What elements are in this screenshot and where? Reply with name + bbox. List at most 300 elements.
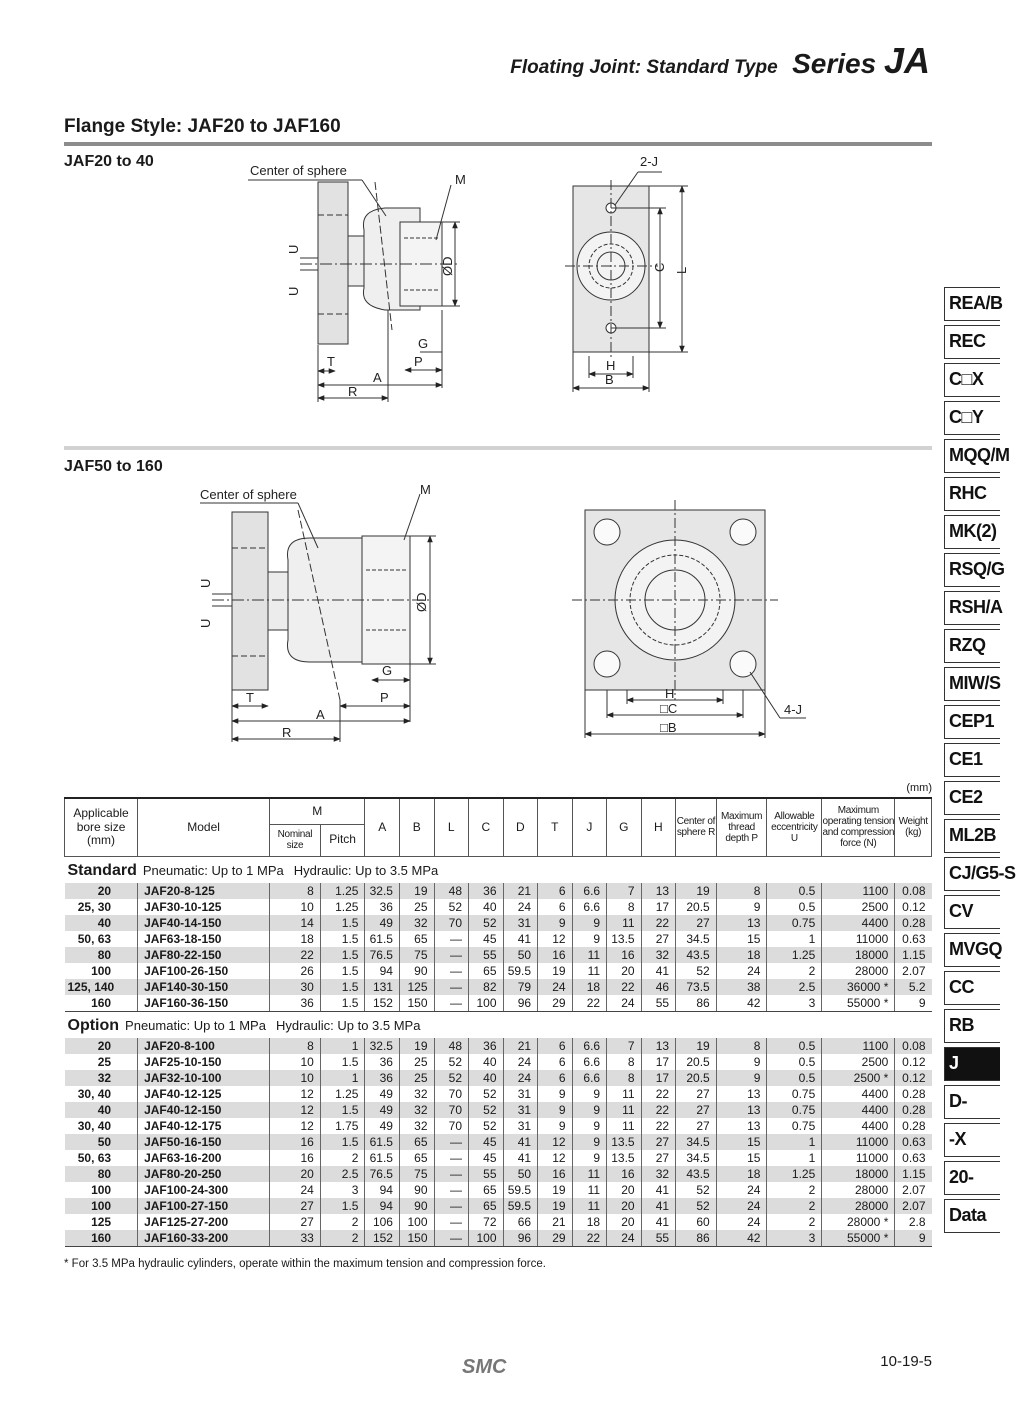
table-row [65,931,932,947]
table-cell: 27 [641,931,676,947]
table-cell: 31 [503,915,538,931]
drawing1-j-label: 2-J [640,154,659,169]
table-row [65,995,932,1012]
drawing2-front-view [572,500,806,738]
table-cell: — [434,1182,469,1198]
table-row [65,1118,932,1134]
table-cell: 11 [572,947,607,963]
table-cell: 40 [65,915,138,931]
side-tab[interactable]: ML2B [944,819,1000,853]
col-u: Allowable eccentricity U [767,798,822,856]
side-tab[interactable]: RB [944,1009,1000,1043]
spec-table-body [65,856,932,1246]
table-cell: 1 [767,1134,822,1150]
table-cell: 17 [641,899,676,915]
table-cell: 1 [320,1070,365,1086]
table-cell: 0.28 [895,1118,932,1134]
table-cell: 61.5 [365,1150,400,1166]
table-cell: 42 [716,1230,767,1247]
table-cell: 2.07 [895,1198,932,1214]
table-cell: 24 [270,1182,321,1198]
drawing2-u2-label: U [198,618,213,628]
table-cell: 9 [572,1086,607,1102]
table-cell: — [434,1150,469,1166]
table-cell: 43.5 [676,1166,717,1182]
table-cell: 18 [716,947,767,963]
table-cell: 28000 * [822,1214,895,1230]
table-cell: 42 [716,995,767,1012]
table-cell: 86 [676,1230,717,1247]
side-tab[interactable]: 20- [944,1161,1000,1195]
table-cell: 22 [270,947,321,963]
table-cell: 1.5 [320,931,365,947]
drawing1-front-view [565,172,688,392]
table-cell: 0.28 [895,915,932,931]
table-cell: 13 [716,1086,767,1102]
col-bore: Applicable bore size (mm) [65,798,138,856]
group-hydraulic: Hydraulic: Up to 3.5 MPa [275,1017,421,1033]
table-cell: 6.6 [572,1054,607,1070]
drawing1-h-label: H [606,358,616,373]
table-cell: 29 [538,995,573,1012]
table-cell: 131 [365,979,400,995]
table-cell: 20.5 [676,1054,717,1070]
drawing1-m-label: M [455,172,466,187]
table-cell: 18000 [822,1166,895,1182]
table-cell: 59.5 [503,1182,538,1198]
table-cell: — [434,1214,469,1230]
group-header [65,856,932,883]
table-cell: 27 [676,1086,717,1102]
table-cell: 28000 [822,963,895,979]
table-cell: 4400 [822,915,895,931]
table-cell: 22 [607,979,642,995]
table-cell: JAF40-12-150 [138,1102,270,1118]
table-cell: 8 [716,1038,767,1054]
table-cell: 43.5 [676,947,717,963]
table-cell: 1 [767,1150,822,1166]
table-cell: 22 [641,1086,676,1102]
table-cell: 2.5 [767,979,822,995]
table-cell: 20 [607,1182,642,1198]
table-cell: 0.75 [767,915,822,931]
table-cell: 22 [641,1118,676,1134]
table-cell: 15 [716,1150,767,1166]
table-cell: 1 [767,931,822,947]
table-cell: 1.5 [320,979,365,995]
table-cell: 0.12 [895,1054,932,1070]
side-tab[interactable]: RHC [944,477,1000,511]
table-cell: 70 [434,915,469,931]
table-cell: 1.5 [320,915,365,931]
table-row [65,1102,932,1118]
table-cell: 14 [270,915,321,931]
table-cell: 61.5 [365,931,400,947]
side-tab[interactable]: CEP1 [944,705,1000,739]
drawing2-r-label: R [282,725,292,740]
table-cell: 41 [503,1150,538,1166]
table-cell: 28000 [822,1198,895,1214]
table-cell: 100 [91,963,112,978]
unit-label: (mm) [906,782,932,794]
table-cell: 52 [676,963,717,979]
table-cell: 8 [716,883,767,899]
table-cell: JAF160-33-200 [138,1230,270,1247]
table-cell: 50, 63 [77,931,112,946]
table-cell: 38 [716,979,767,995]
table-cell: 125 [399,979,434,995]
table-cell: 32 [399,1086,434,1102]
group-header [65,1011,932,1038]
table-cell: 100 [399,1214,434,1230]
table-cell: 0.5 [767,1054,822,1070]
table-cell: 125 [91,1214,112,1229]
table-cell: JAF63-16-200 [138,1150,270,1166]
table-cell: 0.63 [895,931,932,947]
side-tab[interactable]: C□X [944,363,1000,397]
table-cell: 13.5 [607,1134,642,1150]
side-tab[interactable]: Data [944,1199,1000,1233]
table-cell: 13.5 [607,1150,642,1166]
drawing2-p-label: P [380,690,389,705]
table-cell: 0.63 [895,1150,932,1166]
table-cell: 24 [503,1070,538,1086]
side-tab[interactable]: D- [944,1085,1000,1119]
side-tab[interactable]: CJ/G5-S [944,857,1000,891]
col-j: J [572,798,607,856]
table-cell: 75 [399,1166,434,1182]
table-cell: 27 [676,1102,717,1118]
table-cell: JAF40-12-175 [138,1118,270,1134]
table-row [65,979,932,995]
table-cell: 11 [572,1182,607,1198]
table-cell: 31 [503,1086,538,1102]
table-cell: 25 [399,899,434,915]
table-cell: 9 [572,1150,607,1166]
table-cell: 12 [538,1134,573,1150]
table-cell: 30 [270,979,321,995]
table-cell: 11000 [822,1134,895,1150]
table-cell: 55 [469,1166,504,1182]
table-cell: 24 [503,899,538,915]
table-cell: 27 [676,1118,717,1134]
table-cell: 12 [270,1086,321,1102]
table-row [65,915,932,931]
table-cell: 20 [65,883,138,899]
table-row [65,899,932,915]
table-cell: 24 [607,995,642,1012]
table-cell: 16 [538,1166,573,1182]
table-cell: 76.5 [365,1166,400,1182]
table-cell: 13 [716,1118,767,1134]
table-cell: 48 [434,883,469,899]
table-cell: 41 [503,931,538,947]
col-c: C [469,798,504,856]
table-cell: 21 [503,883,538,899]
table-cell: 15 [716,931,767,947]
table-cell: 125, 140 [65,979,138,995]
table-cell: 72 [469,1214,504,1230]
table-cell: 70 [434,1102,469,1118]
table-cell: 52 [469,1086,504,1102]
table-cell: 40 [469,1054,504,1070]
table-cell: 11000 [822,1150,895,1166]
col-weight: Weight (kg) [895,798,932,856]
table-cell: 96 [503,1230,538,1247]
table-cell: 10 [270,1054,321,1070]
table-cell: 152 [365,995,400,1012]
table-cell: 66 [503,1214,538,1230]
table-cell: 30, 40 [77,1118,112,1133]
table-cell: 18 [270,931,321,947]
table-cell: 24 [716,1182,767,1198]
table-cell: 18 [716,1166,767,1182]
col-force: Maximum operating tension and compression force (N) [822,798,895,856]
side-tab[interactable]: -X [944,1123,1000,1157]
table-cell: 15 [716,1134,767,1150]
table-cell: 10 [270,1070,321,1086]
table-cell: JAF40-14-150 [138,915,270,931]
table-cell: 13 [716,915,767,931]
table-cell: 22 [641,1102,676,1118]
table-cell: 65 [399,1134,434,1150]
table-cell: 32.5 [365,883,400,899]
table-cell: 11000 [822,931,895,947]
group-header-row [65,1011,932,1038]
table-cell: 9 [538,1102,573,1118]
drawing1-a-label: A [373,370,382,385]
side-tab[interactable]: MIW/S [944,667,1000,701]
table-cell: 6.6 [572,1070,607,1086]
drawing1-r-label: R [348,384,358,399]
drawing2-g-label: G [382,663,393,678]
table-cell: 1.15 [895,1166,932,1182]
table-cell: 1.5 [320,1054,365,1070]
table-cell: 27 [270,1198,321,1214]
table-cell: 36 [365,1054,400,1070]
drawing2-center-label: Center of sphere [200,487,297,502]
table-cell: 0.08 [895,1038,932,1054]
table-cell: 82 [469,979,504,995]
table-cell: 36 [469,883,504,899]
table-cell: 2 [767,1198,822,1214]
side-tab[interactable]: CE1 [944,743,1000,777]
group-header-row [65,856,932,883]
table-cell: 2 [320,1214,365,1230]
table-cell: 1.5 [320,963,365,979]
table-cell: 13.5 [607,931,642,947]
col-p: Maximum thread depth P [716,798,767,856]
side-tab[interactable]: REC [944,325,1000,359]
table-cell: 11 [607,915,642,931]
side-tab[interactable]: RSQ/G [944,553,1000,587]
table-cell: 16 [270,1150,321,1166]
table-cell: 160 [65,995,138,1012]
table-cell: 2.07 [895,1182,932,1198]
table-cell: 0.5 [767,1038,822,1054]
table-cell: 100 [91,1182,112,1197]
table-cell: 86 [676,995,717,1012]
table-cell: 25 [399,1054,434,1070]
table-cell: 52 [469,1118,504,1134]
group-name: Standard [67,861,137,879]
table-cell: 1.5 [320,1102,365,1118]
table-cell: 70 [434,1086,469,1102]
table-cell: 30, 40 [77,1086,112,1101]
header-subtitle: Floating Joint: Standard Type [510,57,778,78]
table-cell: 55000 * [822,995,895,1012]
table-cell: 20 [607,1214,642,1230]
table-cell: 20 [607,963,642,979]
table-cell: 2 [320,1150,365,1166]
col-l: L [434,798,469,856]
table-cell: JAF50-16-150 [138,1134,270,1150]
table-cell: — [434,1134,469,1150]
table-cell: 12 [538,1150,573,1166]
table-cell: 19 [676,883,717,899]
table-row [65,883,932,899]
table-cell: 20.5 [676,1070,717,1086]
table-cell: 150 [399,995,434,1012]
table-cell: 16 [607,947,642,963]
table-row [65,1038,932,1054]
table-cell: 6.6 [572,883,607,899]
table-cell: 52 [676,1182,717,1198]
table-cell: 2 [767,1182,822,1198]
side-tab[interactable]: C□Y [944,401,1000,435]
col-d: D [503,798,538,856]
table-cell: 52 [434,1070,469,1086]
table-cell: 22 [572,995,607,1012]
side-tab[interactable]: RSH/A [944,591,1000,625]
table-cell: 8 [270,1038,321,1054]
table-cell: 36000 * [822,979,895,995]
side-tab[interactable]: MK(2) [944,515,1000,549]
drawing2-c-label: □C [660,701,678,716]
table-cell: 79 [503,979,538,995]
table-cell: 49 [365,915,400,931]
table-cell: 8 [607,899,642,915]
table-cell: 2 [767,963,822,979]
drawing2-d-label: ØD [414,592,429,612]
side-tab[interactable]: REA/B [944,287,1000,321]
table-row [65,1166,932,1182]
group-pneumatic: Pneumatic: Up to 1 MPa [125,1017,266,1033]
col-g: G [607,798,642,856]
table-cell: 49 [365,1102,400,1118]
drawing1-l-label: L [674,266,689,274]
table-cell: 2 [320,1230,365,1247]
table-cell: 41 [503,1134,538,1150]
table-cell: 24 [716,1198,767,1214]
table-cell: 152 [365,1230,400,1247]
side-tab[interactable]: MVGQ [944,933,1000,967]
table-cell: 0.75 [767,1086,822,1102]
table-cell: 52 [469,1102,504,1118]
table-cell: JAF30-10-125 [138,899,270,915]
drawing1-side-view [248,180,460,402]
table-cell: 52 [434,899,469,915]
table-cell: JAF80-22-150 [138,947,270,963]
table-cell: — [434,947,469,963]
table-cell: 18 [572,979,607,995]
side-index-tabs [944,287,1016,1237]
table-cell: 61.5 [365,1134,400,1150]
table-cell: 24 [503,1054,538,1070]
drawing2-b-label: □B [660,720,677,735]
table-cell: 0.5 [767,883,822,899]
table-cell: 0.75 [767,1118,822,1134]
table-cell: 0.5 [767,1070,822,1086]
table-cell: 100 [65,1198,138,1214]
table-cell: 41 [641,963,676,979]
side-tab[interactable]: CV [944,895,1000,929]
table-cell: 3 [767,995,822,1012]
table-cell: JAF32-10-100 [138,1070,270,1086]
table-cell: 40 [469,1070,504,1086]
table-cell: 65 [469,1182,504,1198]
table-cell: 9 [538,1086,573,1102]
table-cell: 16 [538,947,573,963]
table-cell: 6 [538,1038,573,1054]
table-cell: 24 [716,1214,767,1230]
table-cell: 1.75 [320,1118,365,1134]
table-cell: 50, 63 [77,1150,112,1165]
table-cell: 2500 [822,1054,895,1070]
table-cell: 8 [607,1054,642,1070]
table-cell: 50 [503,947,538,963]
side-tab[interactable]: MQQ/M [944,439,1000,473]
side-tab[interactable]: CE2 [944,781,1000,815]
table-cell: 49 [365,1086,400,1102]
col-a: A [365,798,400,856]
group-hydraulic: Hydraulic: Up to 3.5 MPa [293,862,439,878]
side-tab[interactable]: RZQ [944,629,1000,663]
table-cell: 60 [676,1214,717,1230]
table-cell: 22 [572,1230,607,1247]
table-cell: JAF100-26-150 [138,963,270,979]
table-cell: 27 [270,1214,321,1230]
table-cell: 34.5 [676,931,717,947]
table-cell: 12 [270,1102,321,1118]
table-cell: 2.8 [895,1214,932,1230]
table-cell: JAF80-20-250 [138,1166,270,1182]
drawing1-g-label: G [418,336,429,351]
table-cell: 19 [538,1198,573,1214]
drawing2-j-label: 4-J [784,702,803,717]
section-title: Flange Style: JAF20 to JAF160 [64,116,341,137]
side-tab[interactable]: J [944,1047,1000,1081]
table-cell: JAF25-10-150 [138,1054,270,1070]
table-cell: 9 [572,1102,607,1118]
table-cell: 16 [607,1166,642,1182]
table-cell: 6.6 [572,899,607,915]
table-row [65,1182,932,1198]
table-cell: JAF160-36-150 [138,995,270,1012]
table-cell: 2500 * [822,1070,895,1086]
table-cell: 16 [270,1134,321,1150]
table-cell: 106 [365,1214,400,1230]
drawing1-c-label: C [652,262,667,272]
table-cell: 17 [641,1054,676,1070]
table-cell: 1 [320,1038,365,1054]
table-cell: 90 [399,963,434,979]
table-row [65,1198,932,1214]
side-tab[interactable]: CC [944,971,1000,1005]
drawing1-b-label: B [605,372,614,387]
table-row [65,1214,932,1230]
table-cell: 0.08 [895,883,932,899]
